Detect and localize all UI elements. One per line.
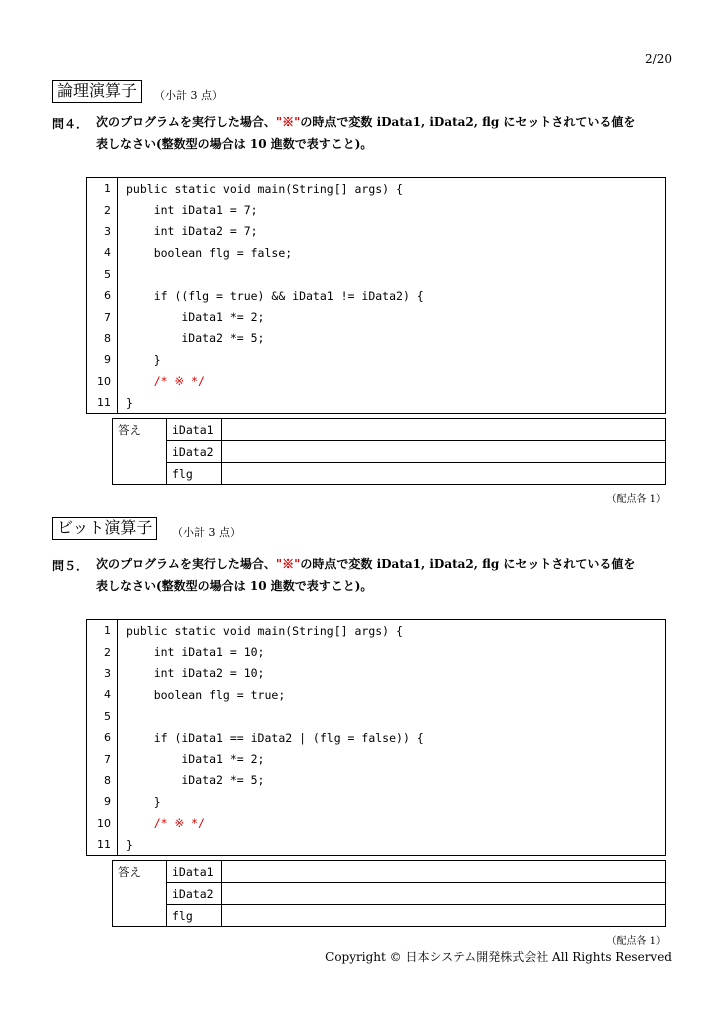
line-number: 10: [87, 813, 118, 834]
code-text: int iData2 = 7;: [126, 224, 258, 239]
answer-variable: flg: [167, 463, 222, 485]
code-line: [87, 620, 666, 642]
code-line: [87, 306, 666, 327]
line-number: 8: [87, 770, 118, 791]
line-number: 6: [87, 285, 118, 306]
answer-label: 答え: [113, 419, 167, 485]
section-title: 論理演算子: [52, 80, 142, 103]
code-line: [87, 178, 666, 200]
code-line: [87, 663, 666, 684]
code-line: [87, 791, 666, 812]
code-text: if ((flg = true) && iData1 != iData2) {: [126, 288, 424, 303]
code-line: [87, 242, 666, 263]
code-line: [87, 392, 666, 414]
answer-row: [113, 905, 666, 927]
line-number: 9: [87, 349, 118, 370]
answer-variable: iData2: [167, 441, 222, 463]
line-number: 5: [87, 706, 118, 727]
code-line: [87, 770, 666, 791]
copyright: Copyright © 日本システム開発株式会社 All Rights Reserved: [325, 950, 672, 964]
line-number: 4: [87, 684, 118, 705]
code-text: }: [126, 837, 133, 852]
answer-row: [113, 419, 666, 441]
answer-row: [113, 441, 666, 463]
code-line: [87, 641, 666, 662]
code-line: [87, 706, 666, 727]
answer-variable: iData2: [167, 883, 222, 905]
answer-cell[interactable]: [222, 441, 666, 463]
line-number: 11: [87, 834, 118, 856]
points-note: （配点各 1）: [606, 936, 666, 947]
line-number: 7: [87, 748, 118, 769]
code-text: iData2 *= 5;: [126, 331, 265, 346]
code-text: boolean flg = false;: [126, 245, 293, 260]
code-line: [87, 285, 666, 306]
code-text: int iData1 = 10;: [126, 645, 265, 660]
code-text: [118, 264, 666, 285]
line-number: 2: [87, 641, 118, 662]
line-number: 9: [87, 791, 118, 812]
line-number: 5: [87, 264, 118, 285]
answer-row: [113, 861, 666, 883]
code-text: public static void main(String[] args) {: [126, 623, 403, 638]
question-text: 次のプログラムを実行した場合、"※"の時点で変数 iData1, iData2, flg にセットされている値を 表しなさい(整数型の場合は 10 進数で表すこと)。: [96, 557, 636, 593]
answer-cell[interactable]: [222, 883, 666, 905]
answer-variable: iData1: [167, 861, 222, 883]
question-label: 問５．: [52, 559, 89, 573]
code-line: [87, 264, 666, 285]
code-text: int iData1 = 7;: [126, 203, 258, 218]
line-number: 11: [87, 392, 118, 414]
answer-cell[interactable]: [222, 905, 666, 927]
code-line: [87, 328, 666, 349]
code-text: boolean flg = true;: [126, 687, 286, 702]
code-text: }: [126, 794, 161, 809]
code-text: iData2 *= 5;: [126, 773, 265, 788]
question-mark: "※": [275, 557, 301, 571]
code-line: [87, 748, 666, 769]
code-text: /* ※ */: [126, 816, 205, 831]
question-label: 問４．: [52, 117, 89, 131]
code-text: int iData2 = 10;: [126, 666, 265, 681]
code-text: if (iData1 == iData2 | (flg = false)) {: [126, 730, 424, 745]
answer-label: 答え: [113, 861, 167, 927]
code-text: iData1 *= 2;: [126, 310, 265, 325]
line-number: 3: [87, 221, 118, 242]
line-number: 7: [87, 306, 118, 327]
line-number: 1: [87, 620, 118, 642]
section-subtotal: （小計 3 点）: [154, 89, 223, 102]
code-text: /* ※ */: [126, 374, 205, 389]
line-number: 2: [87, 199, 118, 220]
line-number: 4: [87, 242, 118, 263]
page-number: 2/20: [645, 52, 672, 66]
question-text: 次のプログラムを実行した場合、"※"の時点で変数 iData1, iData2, flg にセットされている値を 表しなさい(整数型の場合は 10 進数で表すこと)。: [96, 115, 636, 151]
code-block: [86, 177, 666, 414]
line-number: 3: [87, 663, 118, 684]
code-line: [87, 727, 666, 748]
code-line: [87, 371, 666, 392]
line-number: 10: [87, 371, 118, 392]
code-line: [87, 813, 666, 834]
answer-variable: flg: [167, 905, 222, 927]
answer-row: [113, 883, 666, 905]
answer-cell[interactable]: [222, 861, 666, 883]
code-line: [87, 199, 666, 220]
code-text: }: [126, 352, 161, 367]
section-title: ビット演算子: [52, 517, 157, 540]
code-text: public static void main(String[] args) {: [126, 181, 403, 196]
question-mark: "※": [275, 115, 301, 129]
line-number: 8: [87, 328, 118, 349]
code-block: [86, 619, 666, 856]
code-text: [118, 706, 666, 727]
answer-variable: iData1: [167, 419, 222, 441]
line-number: 6: [87, 727, 118, 748]
points-note: （配点各 1）: [606, 494, 666, 505]
answer-table: [112, 418, 666, 485]
answer-cell[interactable]: [222, 419, 666, 441]
answer-cell[interactable]: [222, 463, 666, 485]
code-text: iData1 *= 2;: [126, 752, 265, 767]
code-line: [87, 221, 666, 242]
code-line: [87, 834, 666, 856]
code-text: }: [126, 395, 133, 410]
answer-table: [112, 860, 666, 927]
code-line: [87, 349, 666, 370]
code-line: [87, 684, 666, 705]
line-number: 1: [87, 178, 118, 200]
section-subtotal: （小計 3 点）: [172, 526, 241, 539]
answer-row: [113, 463, 666, 485]
